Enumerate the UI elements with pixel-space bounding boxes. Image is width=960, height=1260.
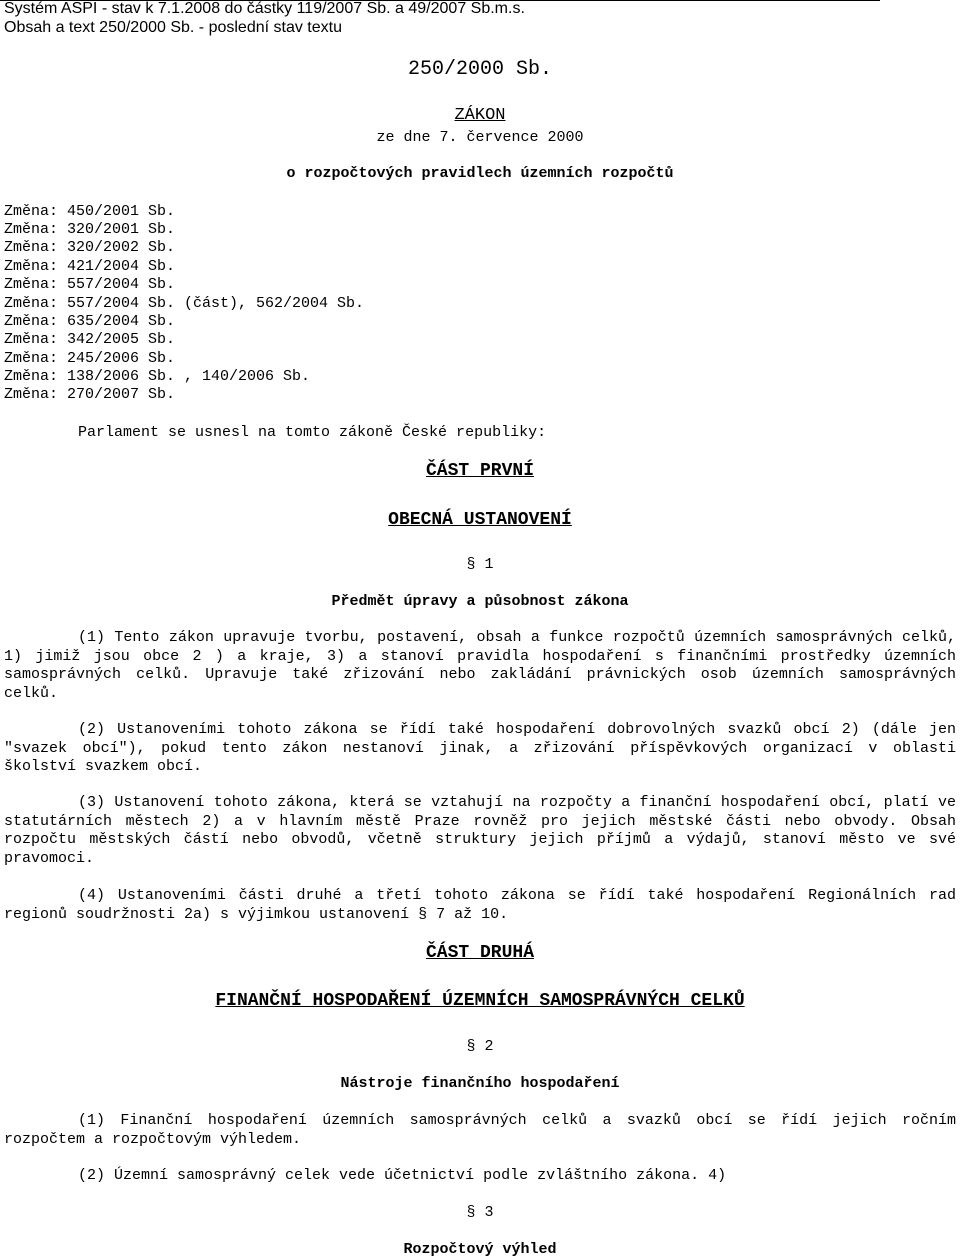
part-two-label: ČÁST DRUHÁ (425, 943, 535, 963)
section-1-number: § 1 (466, 556, 494, 573)
section-1-paragraph-2: (2) Ustanoveními tohoto zákona se řídí také hospodaření dobrovolných svazků obcí 2) (dále jen "svazek obcí"), pokud tento zákon nestanoví jinak, a zřizování příspěvkových organizací v oblasti školství svazkem obcí. (4, 721, 956, 775)
enactment-clause: Parlament se usnesl na tomto zákoně České republiky: (78, 424, 547, 441)
section-3-title: Rozpočtový výhled (403, 1241, 557, 1258)
header-system-line: Systém ASPI - stav k 7.1.2008 do částky 119/2007 Sb. a 49/2007 Sb.m.s. (4, 0, 525, 17)
section-1-paragraph-3: (3) Ustanovení tohoto zákona, která se vztahují na rozpočty a finanční hospodaření obcí, platí ve statutárních městech 2) a v hlavním městě Praze rovněž pro jejich městské části nebo obvody. Obsah rozpočtu městských částí nebo obvodů, včetně struktury jejich příjmů a výdajů, stanoví město ve své pravomoci. (4, 794, 956, 867)
amendment-item: Změna: 270/2007 Sb. (4, 386, 176, 403)
section-2-title: Nástroje finančního hospodaření (340, 1075, 620, 1092)
amendment-item: Změna: 450/2001 Sb. (4, 203, 176, 220)
amendment-item: Změna: 421/2004 Sb. (4, 258, 176, 275)
header-content-line: Obsah a text 250/2000 Sb. - poslední stav textu (4, 19, 342, 36)
part-one-heading: OBECNÁ USTANOVENÍ (388, 510, 572, 530)
section-2-number: § 2 (466, 1038, 494, 1055)
amendment-item: Změna: 342/2005 Sb. (4, 331, 176, 348)
law-date: ze dne 7. července 2000 (376, 129, 584, 146)
section-2-paragraph-2: (2) Územní samosprávný celek vede účetnictví podle zvláštního zákona. 4) (78, 1167, 727, 1184)
law-type: ZÁKON (454, 106, 506, 125)
section-1-title: Předmět úpravy a působnost zákona (331, 593, 629, 610)
amendment-item: Změna: 138/2006 Sb. , 140/2006 Sb. (4, 368, 311, 385)
amendment-item: Změna: 320/2002 Sb. (4, 239, 176, 256)
law-number: 250/2000 Sb. (407, 58, 553, 81)
section-1-paragraph-1: (1) Tento zákon upravuje tvorbu, postavení, obsah a funkce rozpočtů územních samosprávných celků, 1) jimiž jsou obce 2 ) a kraje, 3) a stanoví pravidla hospodaření s finančními prostředky územních samosprávných celků. Upravuje také zřizování nebo zakládání právnických osob územních samosprávných celků. (4, 629, 956, 702)
amendment-item: Změna: 557/2004 Sb. (část), 562/2004 Sb. (4, 295, 365, 312)
amendment-item: Změna: 635/2004 Sb. (4, 313, 176, 330)
section-1-paragraph-4: (4) Ustanoveními části druhé a třetí tohoto zákona se řídí také hospodaření Regionálních rad regionů soudržnosti 2a) s výjimkou ustanovení § 7 až 10. (4, 887, 956, 923)
section-2-paragraph-1: (1) Finanční hospodaření územních samosprávných celků a svazků obcí se řídí jejich ročním rozpočtem a rozpočtovým výhledem. (4, 1112, 956, 1148)
part-two-heading: FINANČNÍ HOSPODAŘENÍ ÚZEMNÍCH SAMOSPRÁVNÝCH CELKŮ (215, 991, 745, 1011)
amendment-item: Změna: 245/2006 Sb. (4, 350, 176, 367)
section-3-number: § 3 (466, 1204, 494, 1221)
amendment-item: Změna: 320/2001 Sb. (4, 221, 176, 238)
amendment-item: Změna: 557/2004 Sb. (4, 276, 176, 293)
law-name: o rozpočtových pravidlech územních rozpočtů (286, 165, 674, 182)
part-one-label: ČÁST PRVNÍ (425, 461, 535, 481)
